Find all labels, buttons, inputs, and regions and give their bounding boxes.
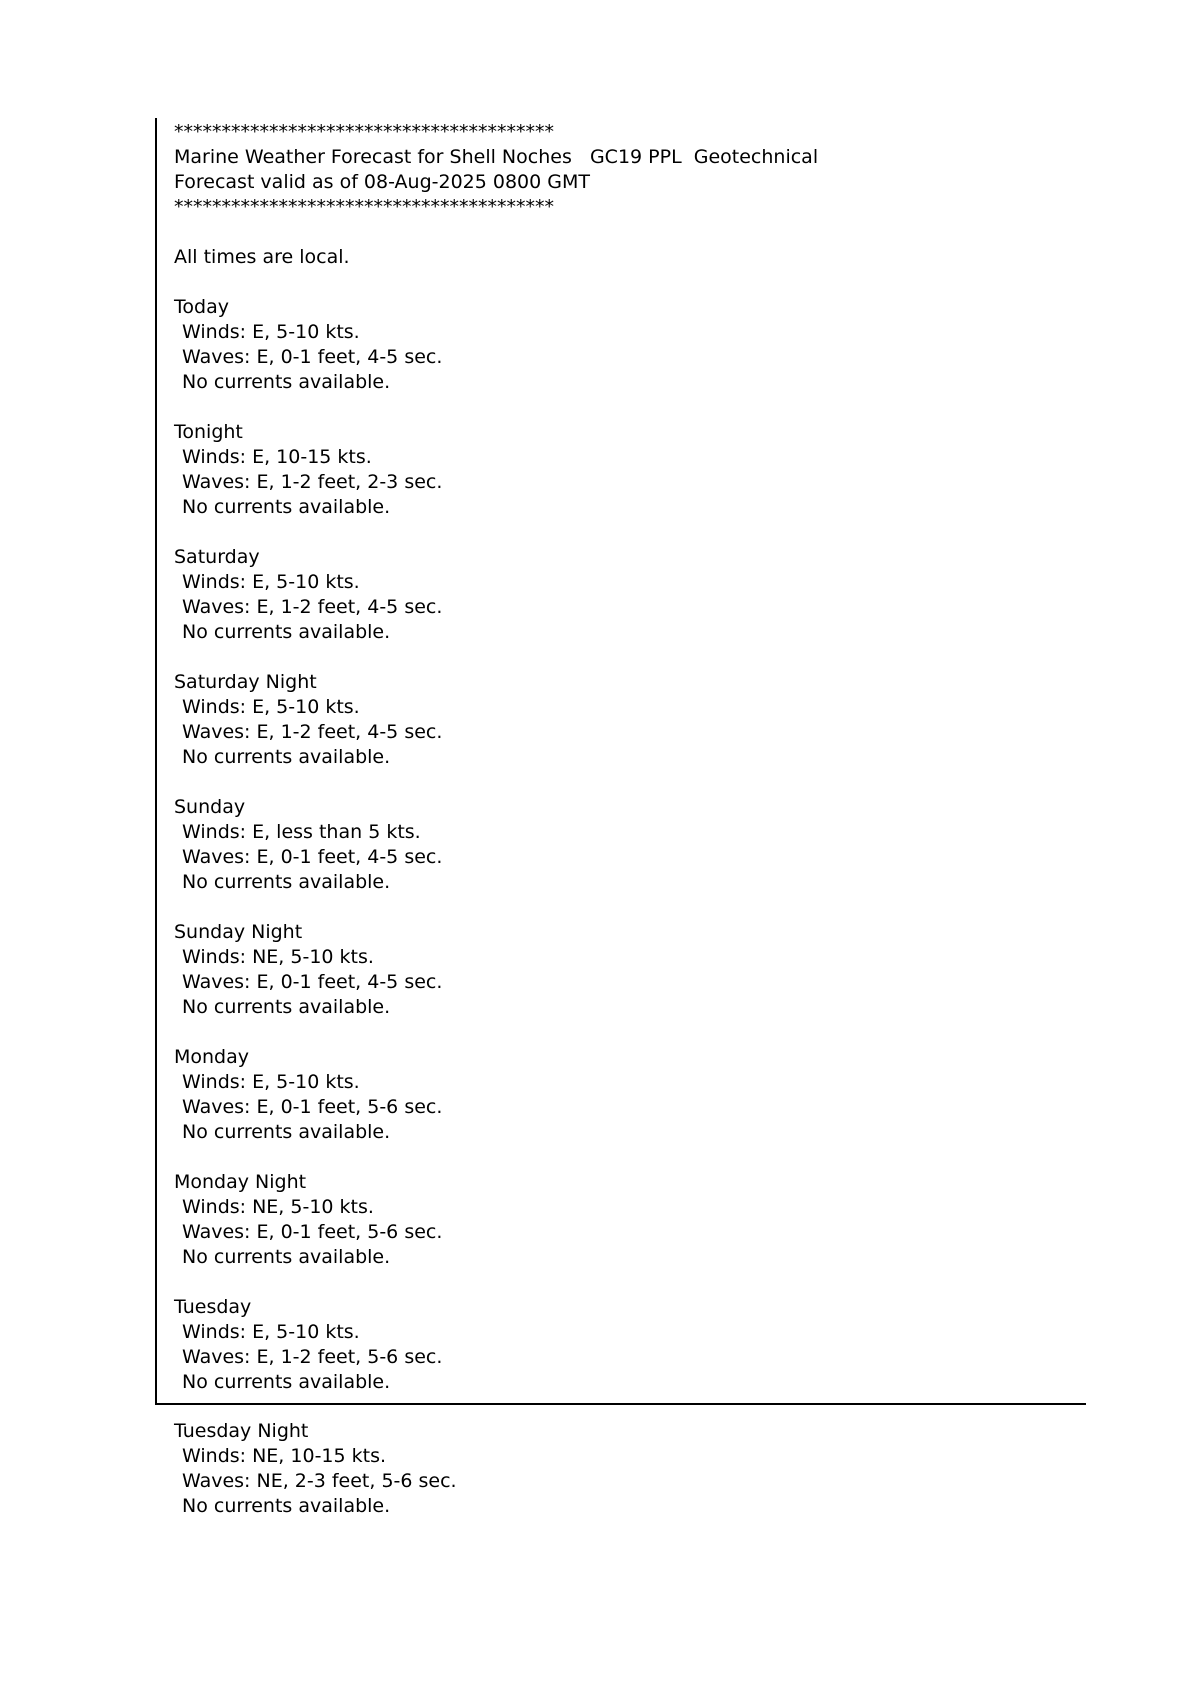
forecast-valid-date: Forecast valid as of 08-Aug-2025 0800 GMT bbox=[174, 171, 590, 193]
currents-line: No currents available. bbox=[182, 746, 391, 768]
currents-line: No currents available. bbox=[182, 1371, 391, 1393]
forecast-section-sunday-night bbox=[174, 920, 1086, 1020]
winds-line: Winds: NE, 10-15 kts. bbox=[182, 1445, 387, 1467]
section-day-label: Tonight bbox=[174, 421, 243, 443]
waves-line: Waves: E, 0-1 feet, 5-6 sec. bbox=[182, 1221, 443, 1243]
section-day-label: Saturday Night bbox=[174, 671, 317, 693]
winds-line: Winds: NE, 5-10 kts. bbox=[182, 946, 374, 968]
currents-line: No currents available. bbox=[182, 996, 391, 1018]
local-times-note: All times are local. bbox=[174, 246, 350, 268]
waves-line: Waves: E, 0-1 feet, 5-6 sec. bbox=[182, 1096, 443, 1118]
waves-line: Waves: NE, 2-3 feet, 5-6 sec. bbox=[182, 1470, 457, 1492]
winds-line: Winds: E, 5-10 kts. bbox=[182, 571, 360, 593]
forecast-title: Marine Weather Forecast for Shell Noches GC19 PPL Geotechnical bbox=[174, 146, 819, 168]
section-day-label: Saturday bbox=[174, 546, 260, 568]
forecast-section-tuesday bbox=[174, 1295, 1086, 1395]
forecast-section-tuesday-night bbox=[174, 1419, 1200, 1519]
forecast-section-monday bbox=[174, 1045, 1086, 1145]
forecast-section-saturday bbox=[174, 545, 1086, 645]
section-day-label: Sunday bbox=[174, 796, 246, 818]
currents-line: No currents available. bbox=[182, 1246, 391, 1268]
forecast-section-saturday-night bbox=[174, 670, 1086, 770]
currents-line: No currents available. bbox=[182, 1121, 391, 1143]
waves-line: Waves: E, 0-1 feet, 4-5 sec. bbox=[182, 346, 443, 368]
waves-line: Waves: E, 1-2 feet, 4-5 sec. bbox=[182, 721, 443, 743]
waves-line: Waves: E, 1-2 feet, 5-6 sec. bbox=[182, 1346, 443, 1368]
currents-line: No currents available. bbox=[182, 871, 391, 893]
winds-line: Winds: E, 10-15 kts. bbox=[182, 446, 372, 468]
section-day-label: Monday bbox=[174, 1046, 250, 1068]
currents-line: No currents available. bbox=[182, 496, 391, 518]
waves-line: Waves: E, 0-1 feet, 4-5 sec. bbox=[182, 846, 443, 868]
winds-line: Winds: E, 5-10 kts. bbox=[182, 321, 360, 343]
section-day-label: Sunday Night bbox=[174, 921, 303, 943]
forecast-section-sunday bbox=[174, 795, 1086, 895]
currents-line: No currents available. bbox=[182, 371, 391, 393]
forecast-text-frame bbox=[155, 118, 1086, 1405]
section-day-label: Tuesday bbox=[174, 1296, 252, 1318]
stars-divider-top: **************************************** bbox=[174, 121, 554, 143]
currents-line: No currents available. bbox=[182, 1495, 391, 1517]
section-day-label: Monday Night bbox=[174, 1171, 307, 1193]
waves-line: Waves: E, 1-2 feet, 2-3 sec. bbox=[182, 471, 443, 493]
currents-line: No currents available. bbox=[182, 621, 391, 643]
stars-divider-bottom: **************************************** bbox=[174, 196, 554, 218]
forecast-section-monday-night bbox=[174, 1170, 1086, 1270]
winds-line: Winds: E, 5-10 kts. bbox=[182, 1071, 360, 1093]
winds-line: Winds: E, 5-10 kts. bbox=[182, 696, 360, 718]
waves-line: Waves: E, 1-2 feet, 4-5 sec. bbox=[182, 596, 443, 618]
section-day-label: Tuesday Night bbox=[174, 1420, 309, 1442]
winds-line: Winds: E, less than 5 kts. bbox=[182, 821, 421, 843]
forecast-section-today bbox=[174, 295, 1086, 395]
winds-line: Winds: NE, 5-10 kts. bbox=[182, 1196, 374, 1218]
section-day-label: Today bbox=[174, 296, 229, 318]
forecast-section-tonight bbox=[174, 420, 1086, 520]
waves-line: Waves: E, 0-1 feet, 4-5 sec. bbox=[182, 971, 443, 993]
winds-line: Winds: E, 5-10 kts. bbox=[182, 1321, 360, 1343]
